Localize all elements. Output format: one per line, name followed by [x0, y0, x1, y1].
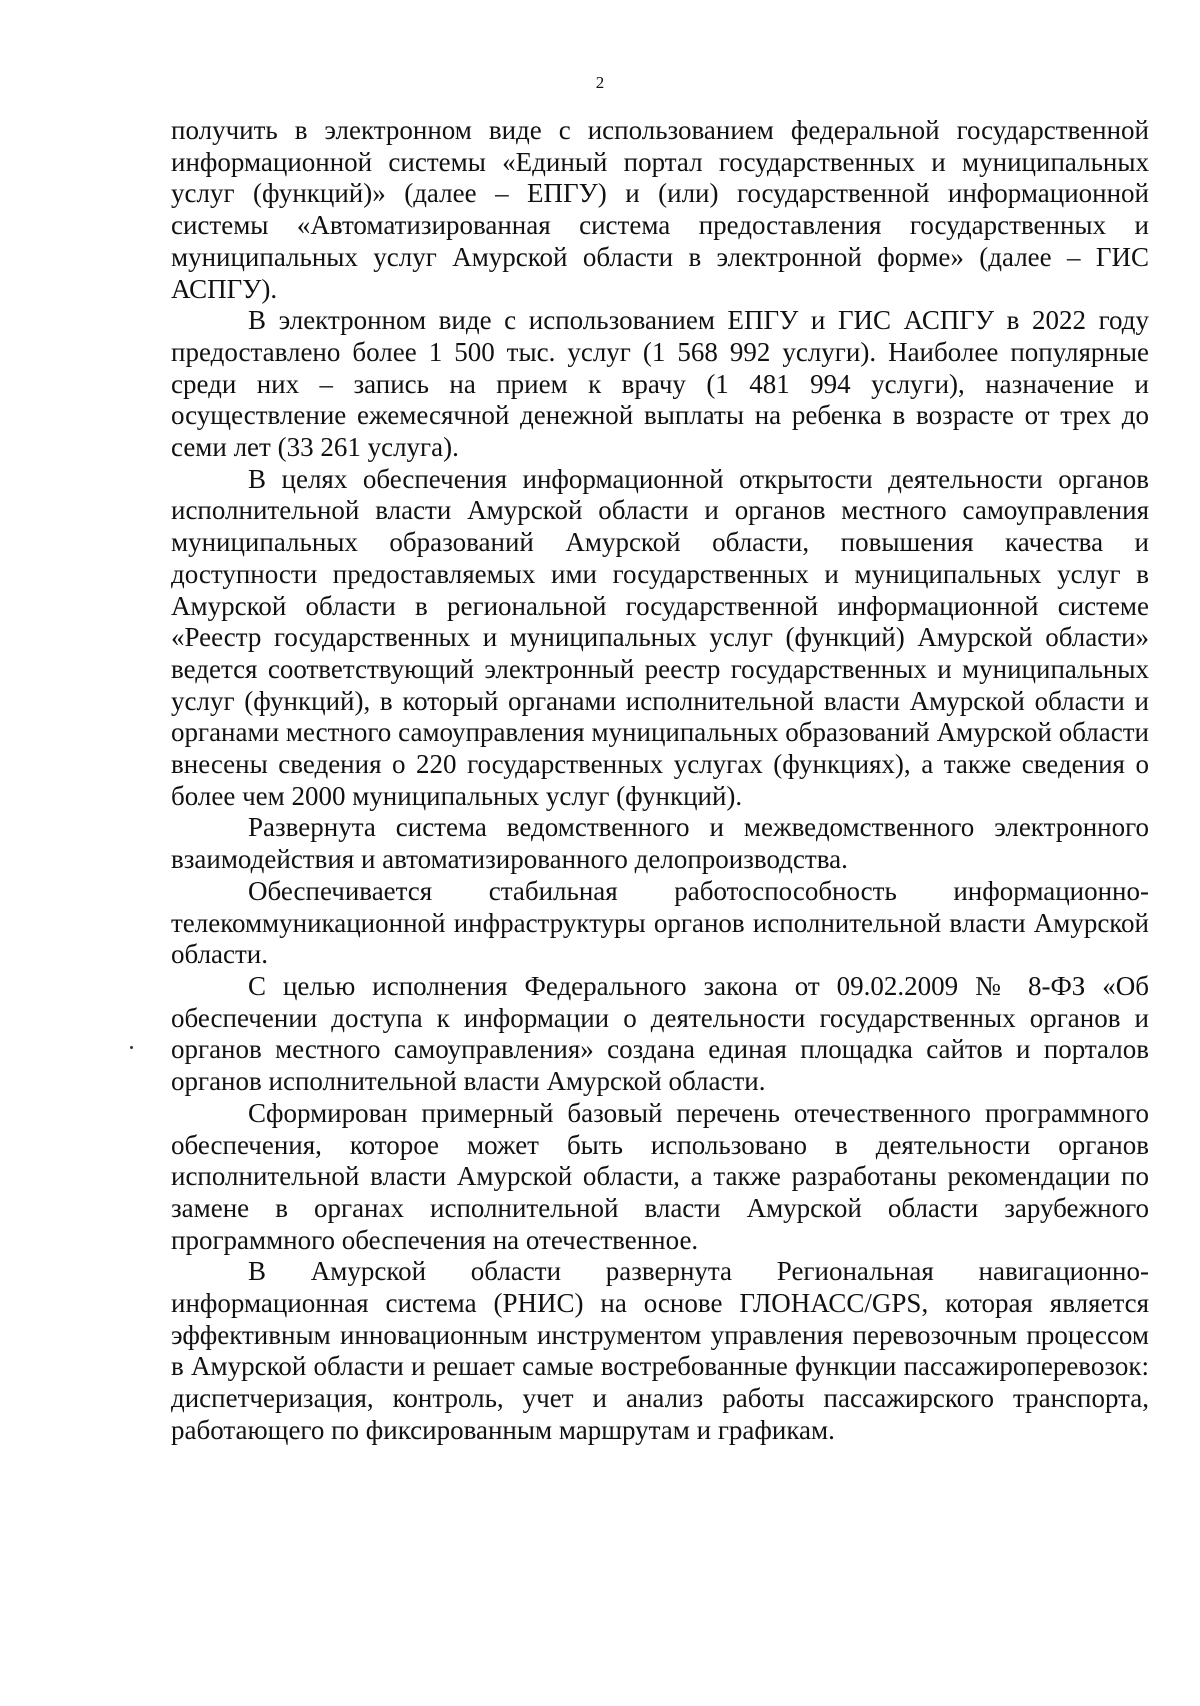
- paragraph-continuation: получить в электронном виде с использованием федеральной государственной информационной системы «Единый портал государственных и муниципальных услуг (функций)» (далее – ЕПГУ) и (или) государственной информационной системы «Автоматизированная система предоставления государственных и муниципальных услуг Амурской области в электронной форме» (далее – ГИС АСПГУ).: [171, 115, 1149, 304]
- document-body: [171, 115, 1149, 1447]
- paragraph-services-registry: В целях обеспечения информационной открытости деятельности органов исполнительной власти Амурской области и органов местного самоуправления муниципальных образований Амурской области, повышения качества и доступности предоставляемых ими государственных и муниципальных услуг в Амурской области в региональной государственной информационной системе «Реестр государственных и муниципальных услуг (функций) Амурской области» ведется соответствующий электронный реестр государственных и муниципальных услуг (функций), в который органами исполнительной власти Амурской области и органами местного самоуправления муниципальных образований Амурской области внесены сведения о 220 государственных услугах (функциях), а также сведения о более чем 2000 муниципальных услуг (функций).: [171, 463, 1149, 811]
- paragraph-electronic-interaction: Развернута система ведомственного и межведомственного электронного взаимодействия и автоматизированного делопроизводства.: [171, 812, 1149, 875]
- margin-dot: [130, 1046, 133, 1049]
- paragraph-infrastructure: Обеспечивается стабильная работоспособность информационно-телекоммуникационной инфраструктуры органов исполнительной власти Амурской области.: [171, 875, 1149, 970]
- page-number: 2: [595, 73, 605, 92]
- paragraph-federal-law: С целью исполнения Федерального закона от 09.02.2009 № 8-ФЗ «Об обеспечении доступа к информации о деятельности государственных органов и органов местного самоуправления» создана единая площадка сайтов и порталов органов исполнительной власти Амурской области.: [171, 970, 1149, 1097]
- paragraph-software-list: Сформирован примерный базовый перечень отечественного программного обеспечения, которое может быть использовано в деятельности органов исполнительной власти Амурской области, а также разработаны рекомендации по замене в органах исполнительной власти Амурской области зарубежного программного обеспечения на отечественное.: [171, 1097, 1149, 1255]
- paragraph-rnis: В Амурской области развернута Региональная навигационно-информационная система (РНИС) на основе ГЛОНАСС/GPS, которая является эффективным инновационным инструментом управления перевозочным процессом в Амурской области и решает самые востребованные функции пассажироперевозок: диспетчеризация, контроль, учет и анализ работы пассажирского транспорта, работающего по фиксированным маршрутам и графикам.: [171, 1256, 1149, 1445]
- paragraph-epgu-statistics: В электронном виде с использованием ЕПГУ и ГИС АСПГУ в 2022 году предоставлено более 1 500 тыс. услуг (1 568 992 услуги). Наиболее популярные среди них – запись на прием к врачу (1 481 994 услуги), назначение и осуществление ежемесячной денежной выплаты на ребенка в возрасте от трех до семи лет (33 261 услуга).: [171, 305, 1149, 463]
